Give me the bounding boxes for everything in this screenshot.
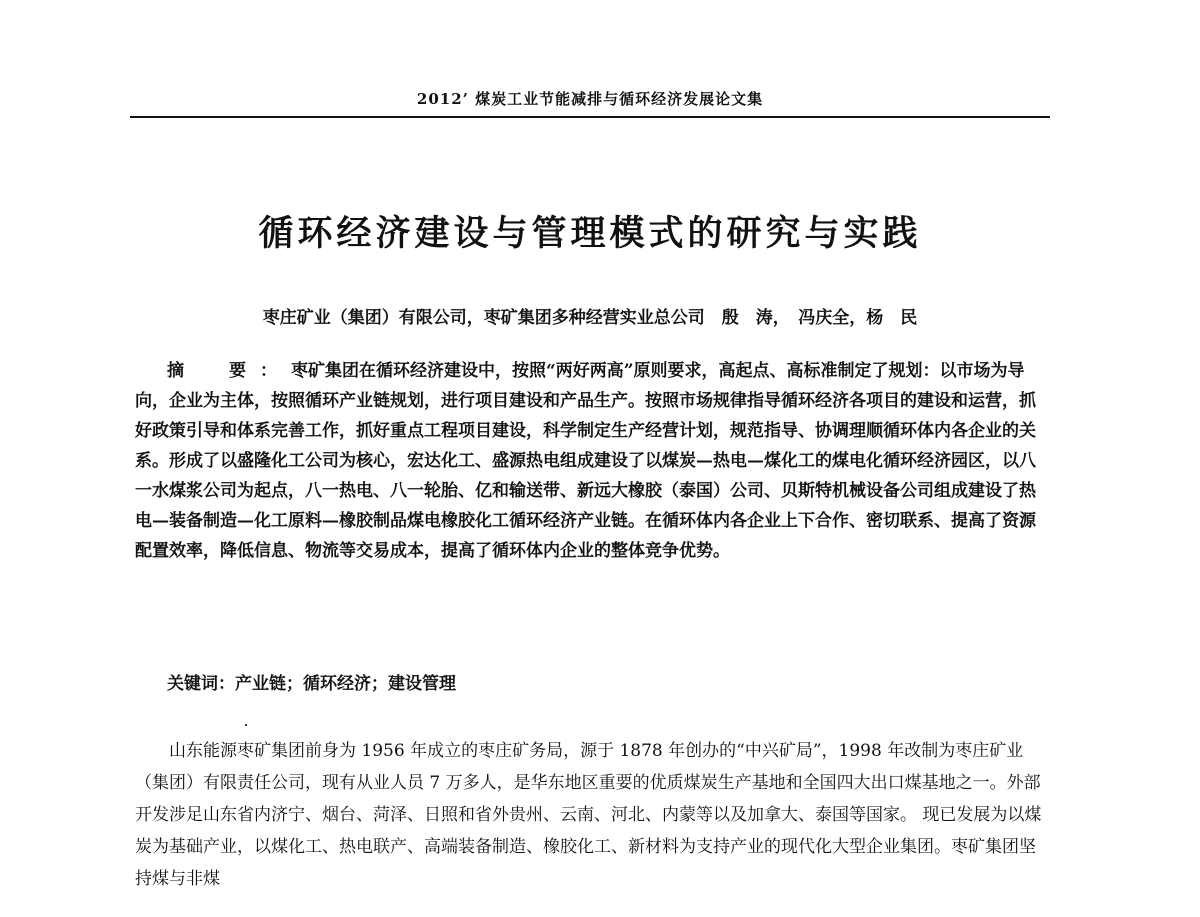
body-paragraph: 山东能源枣矿集团前身为 1956 年成立的枣庄矿务局，源于 1878 年创办的“中兴矿局”，1998 年改制为枣庄矿业（集团）有限责任公司，现有从业人员 7 万多人，是华东地区重要的优质煤炭生产基地和全国四大出口煤基地之一。外部开发涉足山东省内济宁、烟台、菏泽、日照和省外贵州、云南、河北、内蒙等以及加拿大、泰国等国家。 现已发展为以煤炭为基础产业，以煤化工、热电联产、高端装备制造、橡胶化工、新材料为支持产业的现代化大型企业集团。枣矿集团坚持煤与非煤	[135, 741, 1042, 889]
abstract-label: 摘 要：	[167, 361, 291, 381]
abstract-text: 枣矿集团在循环经济建设中，按照“两好两高”原则要求，高起点、高标准制定了规划：以市场为导向，企业为主体，按照循环产业链规划，进行项目建设和产品生产。按照市场规律指导循环经济各项目的建设和运营，抓好政策引导和体系完善工作，抓好重点工程项目建设，科学制定生产经营计划，规范指导、协调理顺循环体内各企业的关系。形成了以盛隆化工公司为核心，宏达化工、盛源热电组成建设了以煤炭—热电—煤化工的煤电化循环经济园区，以八一水煤浆公司为起点，八一热电、八一轮胎、亿和输送带、新远大橡胶（泰国）公司、贝斯特机械设备公司组成建设了热电—装备制造—化工原料—橡胶制品煤电橡胶化工循环经济产业链。在循环体内各企业上下合作、密切联系、提高了资源配置效率，降低信息、物流等交易成本，提高了循环体内企业的整体竞争优势。	[135, 361, 1036, 561]
keywords-text: 产业链；循环经济；建设管理	[235, 674, 456, 694]
running-head: 2012’ 煤炭工业节能减排与循环经济发展论文集	[416, 90, 764, 108]
keywords	[167, 669, 1047, 699]
keywords-label: 关键词：	[167, 674, 235, 694]
header-rule	[130, 116, 1050, 118]
paper-title: 循环经济建设与管理模式的研究与实践	[258, 214, 922, 254]
abstract	[135, 356, 1050, 566]
author-line: 枣庄矿业（集团）有限公司，枣矿集团多种经营实业总公司 殷 涛， 冯庆全，杨 民	[262, 308, 918, 328]
stray-mark	[245, 724, 247, 726]
